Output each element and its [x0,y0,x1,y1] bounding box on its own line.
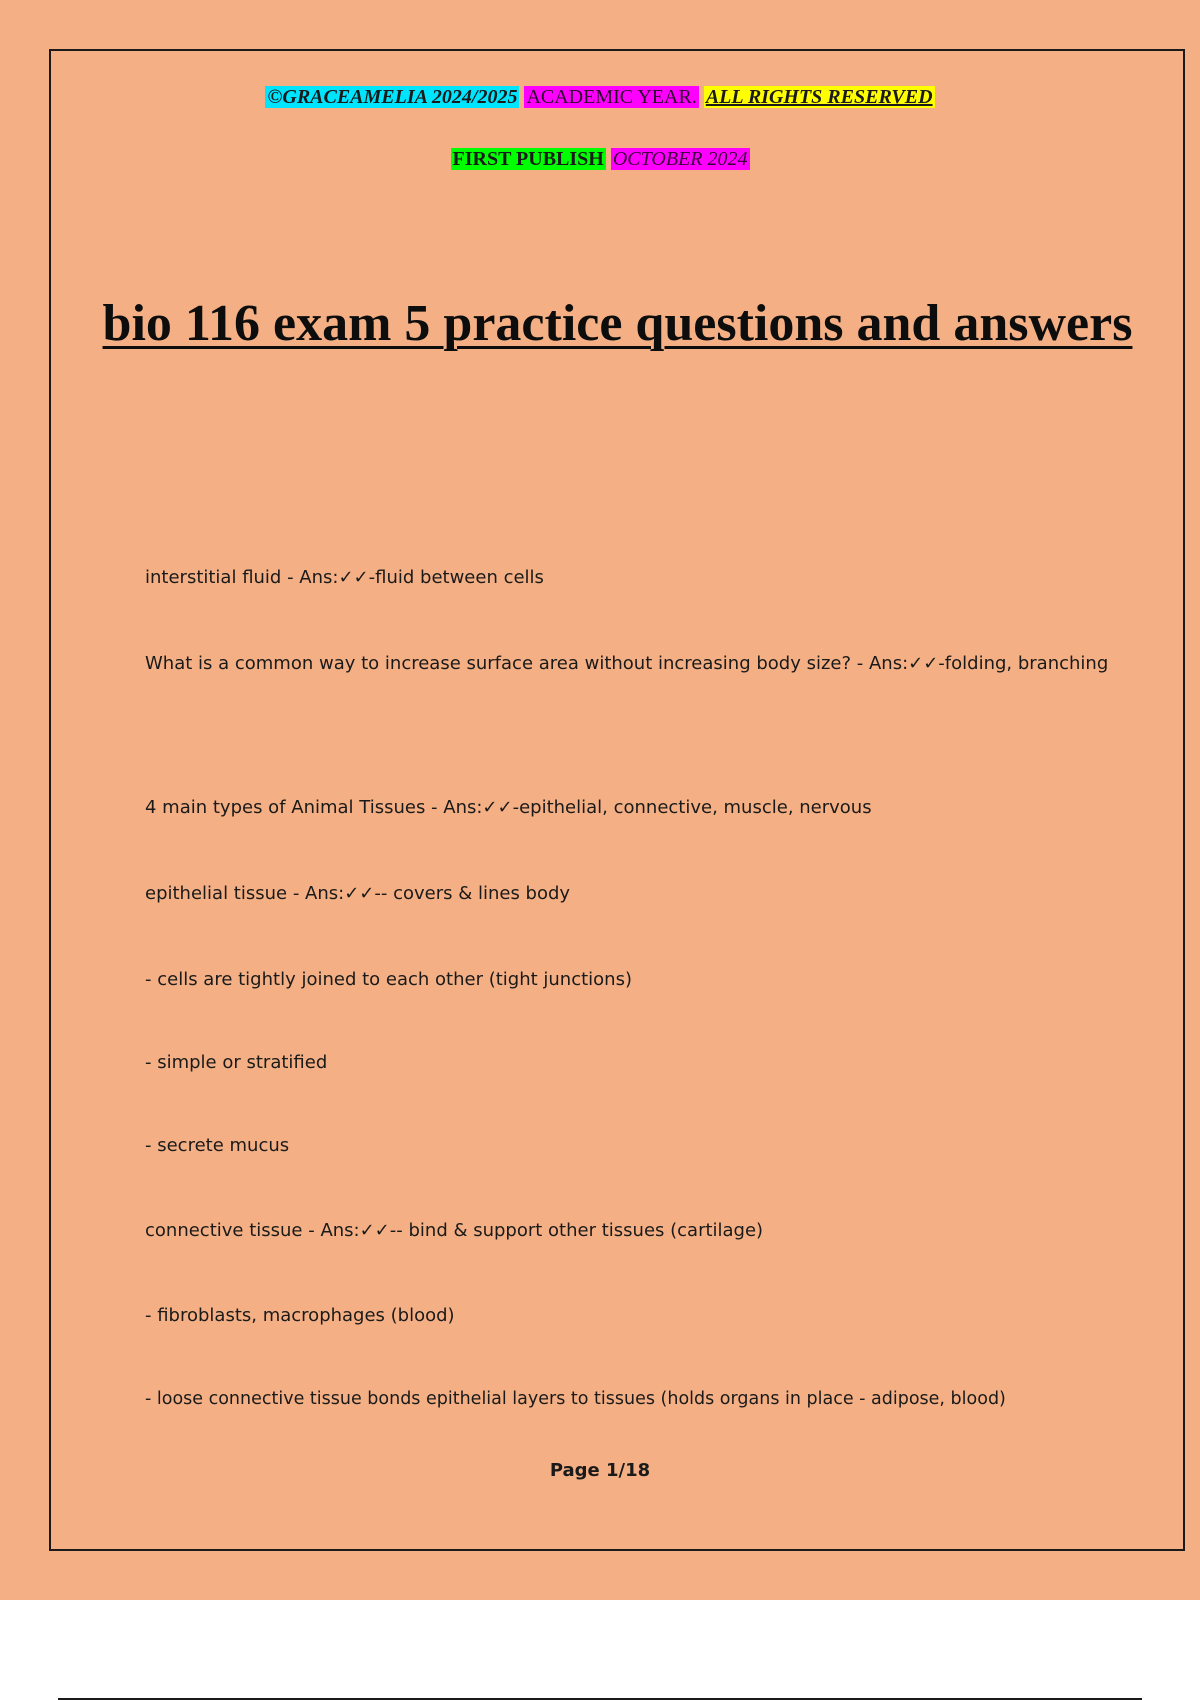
qa-entry: What is a common way to increase surface area without increasing body size? - Ans:✓✓-folding, branching [145,653,1109,674]
qa-entry: interstitial fluid - Ans:✓✓-fluid between cells [145,567,544,588]
qa-entry: - secrete mucus [145,1135,290,1156]
copyright-text: ©GRACEAMELIA 2024/2025 [267,86,518,108]
qa-entry: 4 main types of Animal Tissues - Ans:✓✓-epithelial, connective, muscle, nervous [145,797,872,818]
first-publish-text: FIRST PUBLISH [452,148,604,170]
qa-entry: connective tissue - Ans:✓✓-- bind & support other tissues (cartilage) [145,1220,764,1241]
qa-entry: - cells are tightly joined to each other (tight junctions) [145,969,632,990]
page-number: Page 1/18 [549,1460,651,1481]
copyright-header [0,84,1200,110]
document-title: bio 116 exam 5 practice questions and answers [102,295,1133,352]
qa-entry: - simple or stratified [145,1052,328,1073]
qa-entry: - fibroblasts, macrophages (blood) [145,1305,455,1326]
qa-entry: - loose connective tissue bonds epithelial layers to tissues (holds organs in place - adipose, blood) [145,1389,1006,1409]
publish-date-text: OCTOBER 2024 [612,148,748,170]
academic-year-text: ACADEMIC YEAR. [526,86,697,108]
qa-entry: epithelial tissue - Ans:✓✓-- covers & lines body [145,883,571,904]
rights-reserved-text: ALL RIGHTS RESERVED [705,86,933,108]
publish-header [0,146,1200,172]
